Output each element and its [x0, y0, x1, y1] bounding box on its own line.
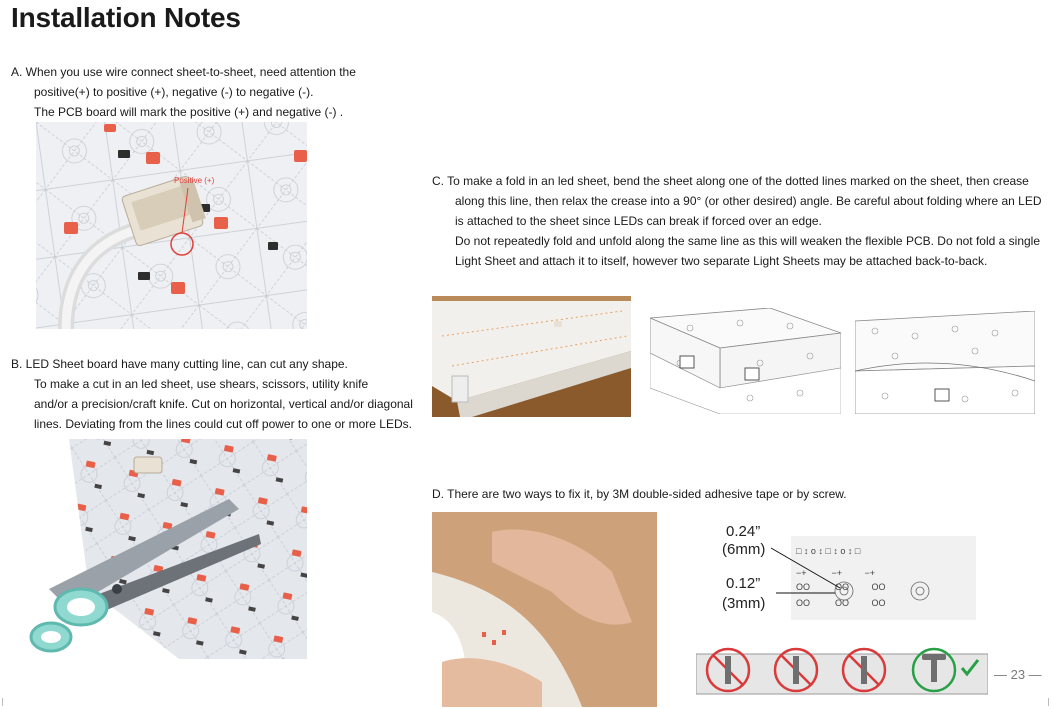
- dimension-1-value: 0.24”: [726, 523, 761, 540]
- section-d-line-1: D. There are two ways to fix it, by 3M double-sided adhesive tape or by screw.: [432, 487, 847, 501]
- positive-label: Positive (+): [174, 176, 215, 185]
- section-c-line-3: is attached to the sheet since LEDs can break if forced over an edge.: [455, 214, 822, 228]
- section-d-text: [432, 484, 847, 504]
- section-a-line-1: A. When you use wire connect sheet-to-sheet, need attention the: [11, 65, 356, 79]
- section-c-text: [432, 171, 1042, 271]
- section-b-text: [11, 354, 413, 434]
- section-a-text: [11, 62, 356, 122]
- fold-sketch-corner: [650, 308, 841, 414]
- section-b-line-4: lines. Deviating from the lines could cut off power to one or more LEDs.: [34, 417, 412, 431]
- svg-text:−+ −+ −+: −+ −+ −+: [796, 568, 876, 578]
- section-c-line-2: along this line, then relax the crease into a 90° (or other desired) angle. Be careful about folding where an LED: [455, 194, 1042, 208]
- svg-text:OO OO OO: OO OO OO: [796, 598, 886, 608]
- section-a-line-3: The PCB board will mark the positive (+) and negative (-) .: [34, 105, 344, 119]
- page-number: — 23 —: [994, 667, 1042, 682]
- page-title: Installation Notes: [11, 2, 241, 33]
- dimension-2-unit: (3mm): [722, 595, 766, 612]
- section-b-line-2: To make a cut in an led sheet, use shears, scissors, utility knife: [34, 377, 369, 391]
- svg-text:□ ↕ o ↕ □ ↕ o ↕ □: □ ↕ o ↕ □ ↕ o ↕ □: [796, 546, 861, 556]
- section-b-line-1: B. LED Sheet board have many cutting line, can cut any shape.: [11, 357, 348, 371]
- crop-mark-bottom-right: [1040, 698, 1049, 706]
- adhesive-tape-photo: [432, 512, 657, 707]
- section-c-line-5: Light Sheet and attach it to itself, however two separate Light Sheets may be attached back-to-back.: [455, 254, 988, 268]
- section-c-line-1: C. To make a fold in an led sheet, bend the sheet along one of the dotted lines marked on the sheet, then crease: [432, 174, 1029, 188]
- crop-mark-bottom-left: [2, 698, 11, 706]
- screw-types-illustration: [696, 644, 988, 703]
- screw-hole-diagram: [716, 518, 981, 620]
- section-b-line-3: and/or a precision/craft knife. Cut on horizontal, vertical and/or diagonal: [34, 397, 413, 411]
- fold-sketch-flat: [855, 311, 1035, 414]
- section-a-line-2: positive(+) to positive (+), negative (-) to negative (-).: [34, 85, 314, 99]
- dimension-2-value: 0.12”: [726, 575, 761, 592]
- svg-text:OO OO OO: OO OO OO: [796, 582, 886, 592]
- connector-photo: [36, 122, 307, 329]
- scissors-photo: [29, 439, 307, 659]
- dimension-1-unit: (6mm): [722, 541, 766, 558]
- section-c-line-4: Do not repeatedly fold and unfold along the same line as this will weaken the flexible PCB. Do not fold a single: [455, 234, 1041, 248]
- fold-photo: [432, 296, 631, 417]
